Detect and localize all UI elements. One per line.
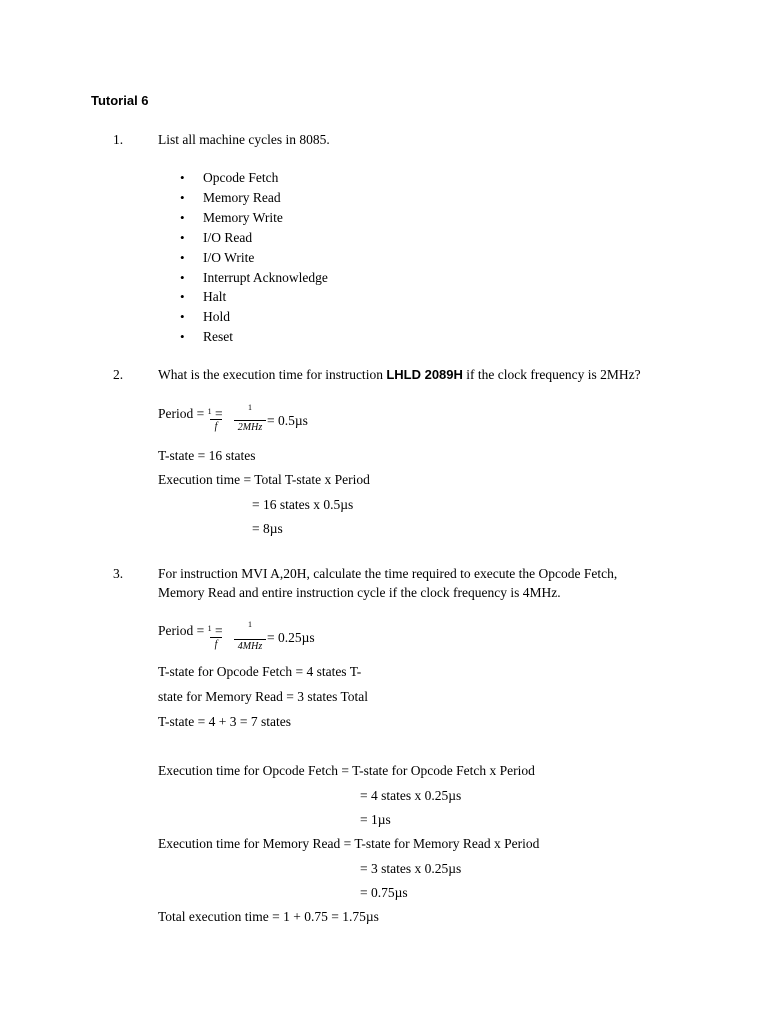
list-item: Opcode Fetch <box>203 170 279 185</box>
q2-text <box>158 367 641 383</box>
q3-memory-read-line1: Execution time for Memory Read = T-state for Memory Read x Period <box>158 836 540 851</box>
q3-line-b: state for Memory Read = 3 states Total <box>158 689 368 704</box>
list-item: I/O Read <box>203 230 253 245</box>
list-item: Hold <box>203 309 230 324</box>
q2-fraction-1 <box>210 419 222 432</box>
bullet-icon: • <box>180 289 185 304</box>
fraction-denominator: 2MHz <box>237 422 263 433</box>
fraction-denominator: 4MHz <box>237 641 263 652</box>
bullet-icon: • <box>180 190 185 205</box>
fraction-denominator: f <box>214 639 218 650</box>
period-eq: = <box>211 406 223 421</box>
period-eq: = <box>211 623 223 638</box>
q3-text-line1: For instruction MVI A,20H, calculate the time required to execute the Opcode Fetch, <box>158 566 618 581</box>
q2-text-after: if the clock frequency is 2MHz? <box>462 367 641 382</box>
fraction-denominator: f <box>214 421 218 432</box>
list-item: Reset <box>203 329 233 344</box>
q3-opcode-fetch-line2: = 4 states x 0.25µs <box>360 788 462 803</box>
period-label: Period = <box>158 406 208 421</box>
q2-exec-line3: = 8µs <box>252 521 283 536</box>
q3-opcode-fetch-line1: Execution time for Opcode Fetch = T-state for Opcode Fetch x Period <box>158 763 535 778</box>
q3-opcode-fetch-line3: = 1µs <box>360 812 391 827</box>
q3-number: 3. <box>113 566 124 581</box>
fraction-numerator: 1 <box>248 620 252 629</box>
q2-instruction: LHLD 2089H <box>386 367 463 382</box>
q3-memory-read-line3: = 0.75µs <box>360 885 408 900</box>
q3-line-c: T-state = 4 + 3 = 7 states <box>158 714 291 729</box>
period-label: Period = <box>158 623 208 638</box>
bullet-icon: • <box>180 230 185 245</box>
list-item: Memory Write <box>203 210 283 225</box>
bullet-icon: • <box>180 329 185 344</box>
fraction-bar <box>210 419 222 420</box>
q2-exec-line1: Execution time = Total T-state x Period <box>158 472 370 487</box>
fraction-bar <box>234 420 266 421</box>
q2-fraction-2 <box>234 403 266 433</box>
q2-exec-line2: = 16 states x 0.5µs <box>252 497 354 512</box>
q2-tstate: T-state = 16 states <box>158 448 256 463</box>
q3-fraction-1 <box>210 637 222 650</box>
bullet-icon: • <box>180 270 185 285</box>
list-item: Halt <box>203 289 227 304</box>
period-sup: 1 <box>207 624 212 633</box>
fraction-numerator: 1 <box>248 403 252 412</box>
page-title: Tutorial 6 <box>91 93 149 108</box>
bullet-icon: • <box>180 309 185 324</box>
list-item: Interrupt Acknowledge <box>203 270 328 285</box>
fraction-bar <box>234 639 266 640</box>
q3-fraction-2 <box>234 620 266 652</box>
q3-total: Total execution time = 1 + 0.75 = 1.75µs <box>158 909 379 924</box>
period-sup: 1 <box>207 407 212 416</box>
bullet-icon: • <box>180 170 185 185</box>
bullet-icon: • <box>180 210 185 225</box>
q1-number: 1. <box>113 132 124 147</box>
list-item: I/O Write <box>203 250 255 265</box>
q3-period-result: = 0.25µs <box>267 630 315 645</box>
fraction-bar <box>210 637 222 638</box>
list-item: Memory Read <box>203 190 281 205</box>
q3-line-a: T-state for Opcode Fetch = 4 states T- <box>158 664 362 679</box>
q3-memory-read-line2: = 3 states x 0.25µs <box>360 861 462 876</box>
q2-text-before: What is the execution time for instruction <box>158 367 387 382</box>
q1-text: List all machine cycles in 8085. <box>158 132 330 147</box>
q3-text-line2: Memory Read and entire instruction cycle if the clock frequency is 4MHz. <box>158 585 561 600</box>
q2-number: 2. <box>113 367 124 382</box>
q2-period-result: = 0.5µs <box>267 413 308 428</box>
bullet-icon: • <box>180 250 185 265</box>
